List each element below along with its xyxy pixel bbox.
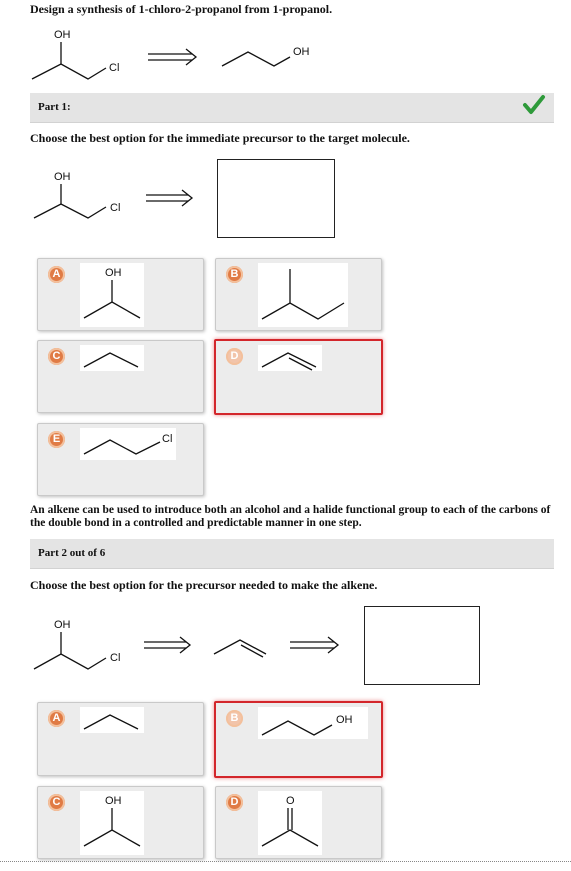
molecule-skeleton — [84, 302, 140, 318]
molecule-skeleton — [262, 721, 332, 735]
part1-option-d[interactable] — [214, 339, 383, 415]
option-letter-badge: A — [48, 266, 65, 283]
cl-label: Cl — [110, 652, 121, 664]
part2-option-a[interactable] — [37, 702, 204, 776]
molecule-skeleton — [84, 830, 140, 846]
part1-label: Part 1: — [38, 101, 71, 113]
part1-option-e[interactable] — [37, 423, 204, 496]
option-b-molecule — [258, 263, 348, 327]
option-letter-badge: C — [48, 794, 65, 811]
retro-arrow-head — [182, 190, 192, 206]
molecule-skeleton — [34, 654, 106, 669]
option-c-molecule — [80, 791, 144, 855]
molecule-skeleton — [222, 52, 290, 66]
option-letter-badge: C — [48, 348, 65, 365]
option-letter-badge: E — [48, 431, 65, 448]
part2-option-b[interactable] — [214, 701, 383, 778]
part1-answer-box[interactable] — [217, 159, 335, 238]
part1-option-c[interactable] — [37, 340, 204, 413]
oh-label: OH — [105, 795, 122, 807]
footer-divider — [0, 861, 571, 862]
part1-header-bar — [30, 93, 554, 123]
retro-arrow-head — [328, 637, 338, 653]
molecule-skeleton — [84, 715, 138, 729]
cl-label: Cl — [109, 62, 120, 74]
retrosynthesis-scheme-top — [28, 24, 358, 86]
molecule-skeleton — [84, 353, 138, 367]
molecule-skeleton — [262, 303, 344, 319]
oh-label: OH — [54, 619, 71, 631]
checkmark-icon — [522, 94, 546, 116]
molecule-skeleton — [214, 640, 266, 654]
retro-arrow-head — [186, 49, 196, 65]
option-letter-badge: B — [226, 266, 243, 283]
page-title: Design a synthesis of 1-chloro-2-propanol from 1-propanol. — [30, 2, 333, 16]
part2-option-d[interactable] — [215, 786, 382, 859]
option-letter-badge: D — [226, 348, 243, 365]
part2-answer-box[interactable] — [364, 606, 480, 685]
molecule-skeleton — [262, 830, 318, 846]
option-a-molecule — [80, 263, 144, 327]
option-e-molecule — [80, 428, 176, 460]
part2-label: Part 2 out of 6 — [38, 547, 106, 559]
molecule-skeleton — [32, 64, 106, 79]
option-letter-badge: A — [48, 710, 65, 727]
retro-arrow-head — [180, 637, 190, 653]
cl-label: Cl — [110, 202, 121, 214]
oh-label: OH — [336, 714, 353, 726]
part2-question: Choose the best option for the precursor needed to make the alkene. — [30, 578, 378, 592]
o-label: O — [286, 795, 295, 807]
option-c-molecule — [80, 345, 144, 371]
oh-label: OH — [54, 171, 71, 183]
option-letter-badge: D — [226, 794, 243, 811]
molecule-skeleton — [262, 353, 316, 367]
oh-label: OH — [54, 29, 71, 41]
part1-option-b[interactable] — [215, 258, 382, 331]
part1-option-a[interactable] — [37, 258, 204, 331]
explanation-text: An alkene can be used to introduce both an alcohol and a halide functional group to each of the carbons of the double bond in a controlled and predictable manner in one step. — [30, 504, 551, 529]
oh-label: OH — [293, 46, 310, 58]
part2-option-c[interactable] — [37, 786, 204, 859]
option-d-molecule — [258, 791, 322, 855]
option-b-molecule — [258, 707, 368, 739]
part1-question: Choose the best option for the immediate precursor to the target molecule. — [30, 131, 410, 145]
part1-scheme — [28, 166, 218, 226]
molecule-skeleton — [34, 204, 106, 218]
part2-scheme — [28, 614, 358, 676]
cl-label: Cl — [162, 433, 173, 445]
molecule-skeleton — [84, 440, 160, 454]
oh-label: OH — [105, 267, 122, 279]
option-letter-badge: B — [226, 710, 243, 727]
option-a-molecule — [80, 707, 144, 733]
option-d-molecule — [258, 345, 322, 371]
part2-header-bar — [30, 539, 554, 569]
